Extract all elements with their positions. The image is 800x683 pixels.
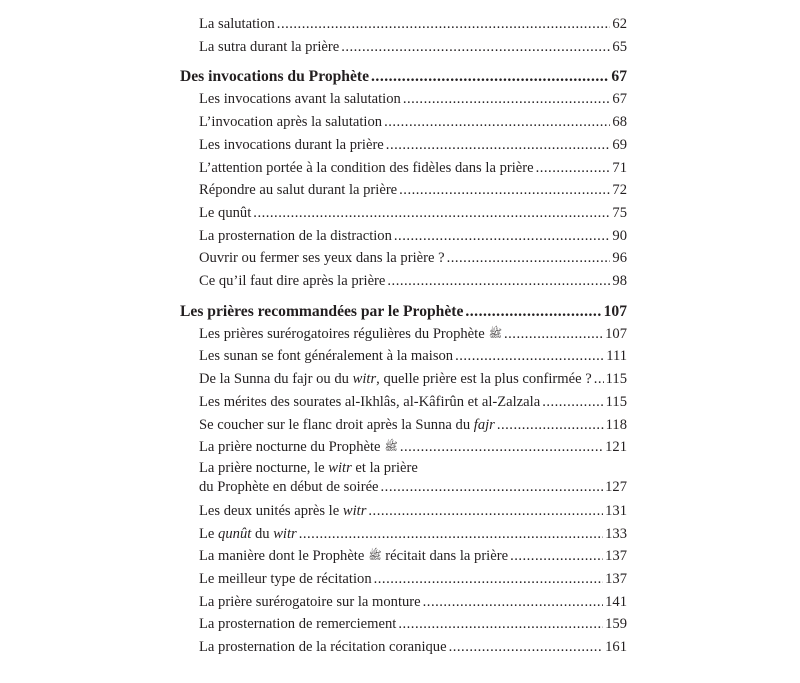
toc-title: L’attention portée à la condition des fidèles dans la prière [199, 159, 534, 176]
toc-entry [180, 36, 627, 59]
toc-entry [180, 414, 627, 437]
toc-title: La prosternation de remerciement [199, 616, 397, 633]
toc-entry [180, 88, 627, 111]
toc-entry-multiline [180, 459, 627, 500]
toc-page: 107 [605, 325, 627, 342]
toc-page: 72 [612, 182, 627, 199]
toc-page: 121 [605, 439, 627, 456]
toc-title: L’invocation après la salutation [199, 114, 383, 131]
table-of-contents [180, 13, 627, 659]
toc-page: 115 [605, 393, 627, 410]
toc-chapter [180, 65, 627, 88]
toc-page: 69 [612, 136, 627, 153]
toc-page: 115 [605, 371, 627, 388]
toc-page: 71 [612, 159, 627, 176]
toc-title: Le qunût [199, 204, 252, 221]
toc-entry [180, 391, 627, 414]
toc-entry [180, 545, 627, 568]
toc-page: 159 [605, 616, 627, 633]
toc-page: 137 [605, 571, 627, 588]
toc-page: 137 [605, 548, 627, 565]
toc-page: 141 [605, 593, 627, 610]
toc-title: Les mérites des sourates al-Ikhlâs, al-Kâfirûn et al-Zalzala [199, 393, 541, 410]
toc-title-line1: La prière nocturne, le witr et la prière [199, 459, 418, 476]
toc-title: La salutation [199, 16, 275, 32]
toc-entry [180, 202, 627, 225]
toc-page: 98 [612, 273, 627, 290]
toc-title: Le qunût du witr [199, 525, 297, 542]
toc-entry [180, 323, 627, 346]
toc-page: 96 [612, 250, 627, 267]
toc-entry [180, 523, 627, 546]
toc-entry [180, 345, 627, 368]
toc-page: 68 [612, 114, 627, 131]
chapter-title: Les prières recommandées par le Prophète [180, 302, 464, 320]
honorific-glyph: ﷺ [368, 550, 382, 563]
toc-entry [180, 225, 627, 248]
chapter-page: 107 [603, 302, 627, 320]
toc-title: Les invocations avant la salutation [199, 91, 401, 108]
toc-page: 75 [612, 204, 627, 221]
toc-title: Ouvrir ou fermer ses yeux dans la prière ? [199, 250, 445, 267]
toc-page: 90 [612, 227, 627, 244]
toc-title: La prière surérogatoire sur la monture [199, 593, 421, 610]
toc-title: La manière dont le Prophète ﷺ récitait dans la prière [199, 548, 509, 565]
toc-entry [180, 591, 627, 614]
toc-title: Le meilleur type de récitation [199, 571, 372, 588]
honorific-glyph: ﷺ [384, 441, 398, 454]
toc-entry [180, 270, 627, 293]
toc-entry [180, 436, 627, 459]
toc-page: 111 [606, 348, 627, 365]
toc-page: 131 [605, 502, 627, 519]
toc-entry [180, 636, 627, 659]
toc-entry [180, 13, 627, 36]
toc-page: 67 [612, 91, 627, 108]
toc-title-line2: du Prophète en début de soirée [199, 478, 379, 495]
toc-title: Ce qu’il faut dire après la prière [199, 273, 386, 290]
honorific-glyph: ﷺ [488, 327, 502, 340]
toc-title: Les prières surérogatoires régulières du Prophète ﷺ [199, 325, 502, 342]
toc-title: La prière nocturne du Prophète ﷺ [199, 439, 398, 456]
toc-entry [180, 500, 627, 523]
toc-page: 127 [605, 478, 627, 495]
toc-entry [180, 613, 627, 636]
toc-entry [180, 368, 627, 391]
toc-entry [180, 111, 627, 134]
toc-title: La prosternation de la distraction [199, 227, 392, 244]
toc-page: 65 [612, 38, 627, 55]
toc-page: 118 [605, 416, 627, 433]
toc-title: La prosternation de la récitation coranique [199, 639, 447, 656]
toc-page: 62 [612, 16, 627, 32]
toc-title: De la Sunna du fajr ou du witr, quelle prière est la plus confirmée ? [199, 371, 592, 388]
toc-title: Les deux unités après le witr [199, 502, 367, 519]
toc-page: 161 [605, 639, 627, 656]
chapter-page: 67 [611, 68, 627, 86]
toc-title: Se coucher sur le flanc droit après la Sunna du fajr [199, 416, 495, 433]
toc-entry [180, 134, 627, 157]
toc-entry [180, 179, 627, 202]
toc-entry [180, 157, 627, 180]
toc-entry [180, 247, 627, 270]
toc-chapter [180, 300, 627, 323]
toc-title: Répondre au salut durant la prière [199, 182, 398, 199]
toc-title: Les sunan se font généralement à la maison [199, 348, 454, 365]
toc-page: 133 [605, 525, 627, 542]
toc-entry [180, 568, 627, 591]
toc-title: Les invocations durant la prière [199, 136, 384, 153]
chapter-title: Des invocations du Prophète [180, 68, 370, 86]
toc-title: La sutra durant la prière [199, 38, 340, 55]
